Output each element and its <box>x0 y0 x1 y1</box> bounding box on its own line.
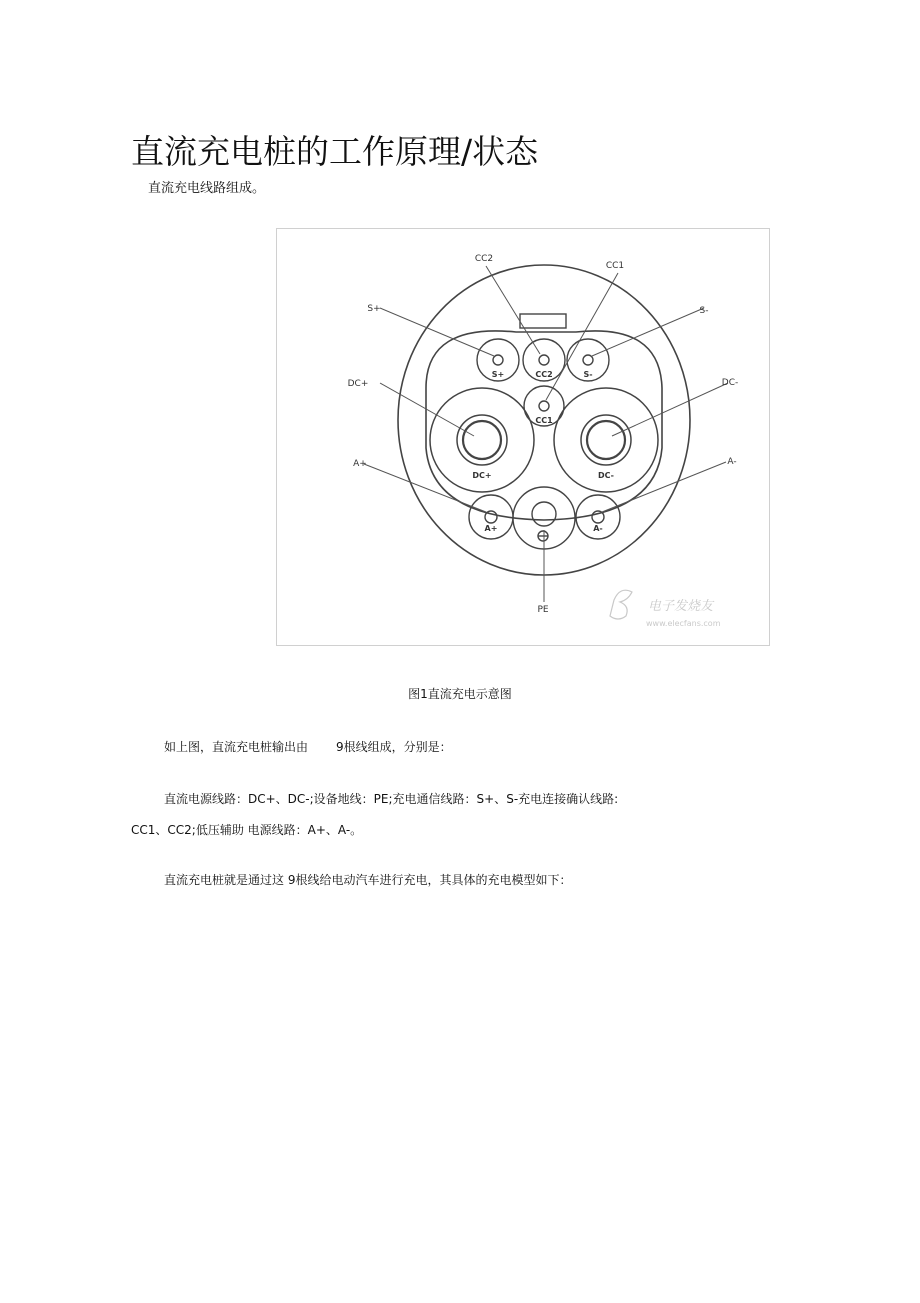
pin-pe-contact <box>532 502 556 526</box>
pin-label-s-minus: S- <box>583 370 593 379</box>
figure-frame <box>277 229 770 646</box>
pin-dc-minus-middle <box>581 415 631 465</box>
pin-label-cc1: CC1 <box>535 416 553 425</box>
pin-dc-plus-middle <box>457 415 507 465</box>
pin-label-a-minus: A- <box>593 524 603 533</box>
paragraph-intro-part2: 9根线组成，分别是： <box>336 740 452 754</box>
pin-cc2-contact <box>539 355 549 365</box>
pin-label-cc2: CC2 <box>535 370 553 379</box>
paragraph-lines-1: 直流电源线路：DC+、DC-;设备地线：PE;充电通信线路：S+、S-充电连接确认线路: <box>164 792 619 806</box>
label-dc-minus: DC- <box>721 378 739 388</box>
pin-label-s-plus: S+ <box>491 370 505 379</box>
pin-a-minus-contact <box>592 511 604 523</box>
connector-diagram <box>276 228 770 646</box>
pin-s-minus-contact <box>583 355 593 365</box>
svg-text:电子发烧友: 电子发烧友 <box>648 599 714 614</box>
pin-label-dc-plus: DC+ <box>472 471 492 480</box>
label-s-minus: S- <box>699 306 709 316</box>
paragraph-lines-2: CC1、CC2;低压辅助 电源线路：A+、A-。 <box>131 823 363 837</box>
page-title: 直流充电桩的工作原理/状态 <box>131 132 539 171</box>
figure-caption: 图1直流充电示意图 <box>408 687 512 701</box>
label-s-plus: S+ <box>367 304 381 314</box>
label-cc1: CC1 <box>605 261 625 271</box>
label-dc-plus: DC+ <box>347 379 369 389</box>
pin-cc1-contact <box>539 401 549 411</box>
label-a-plus: A+ <box>353 459 367 469</box>
pin-s-plus-contact <box>493 355 503 365</box>
paragraph-intro-part1: 如上图，直流充电桩输出由 <box>164 740 309 754</box>
paragraph-charging-model: 直流充电桩就是通过这 9根线给电动汽车进行充电，其具体的充电模型如下： <box>164 873 572 887</box>
subtitle: 直流充电线路组成。 <box>148 181 266 196</box>
pin-a-plus-contact <box>485 511 497 523</box>
label-pe: PE <box>537 605 549 615</box>
label-cc2: CC2 <box>474 254 494 264</box>
latch-slot <box>520 314 566 328</box>
pin-dc-plus-contact <box>463 421 501 459</box>
paragraph-intro <box>164 738 452 755</box>
pin-label-dc-minus: DC- <box>597 471 615 480</box>
svg-text:www.elecfans.com: www.elecfans.com <box>646 619 721 628</box>
pin-label-a-plus: A+ <box>484 524 498 533</box>
label-a-minus: A- <box>727 457 737 467</box>
watermark <box>610 590 721 628</box>
connector-diagram-svg <box>276 228 770 646</box>
pin-dc-minus-contact <box>587 421 625 459</box>
